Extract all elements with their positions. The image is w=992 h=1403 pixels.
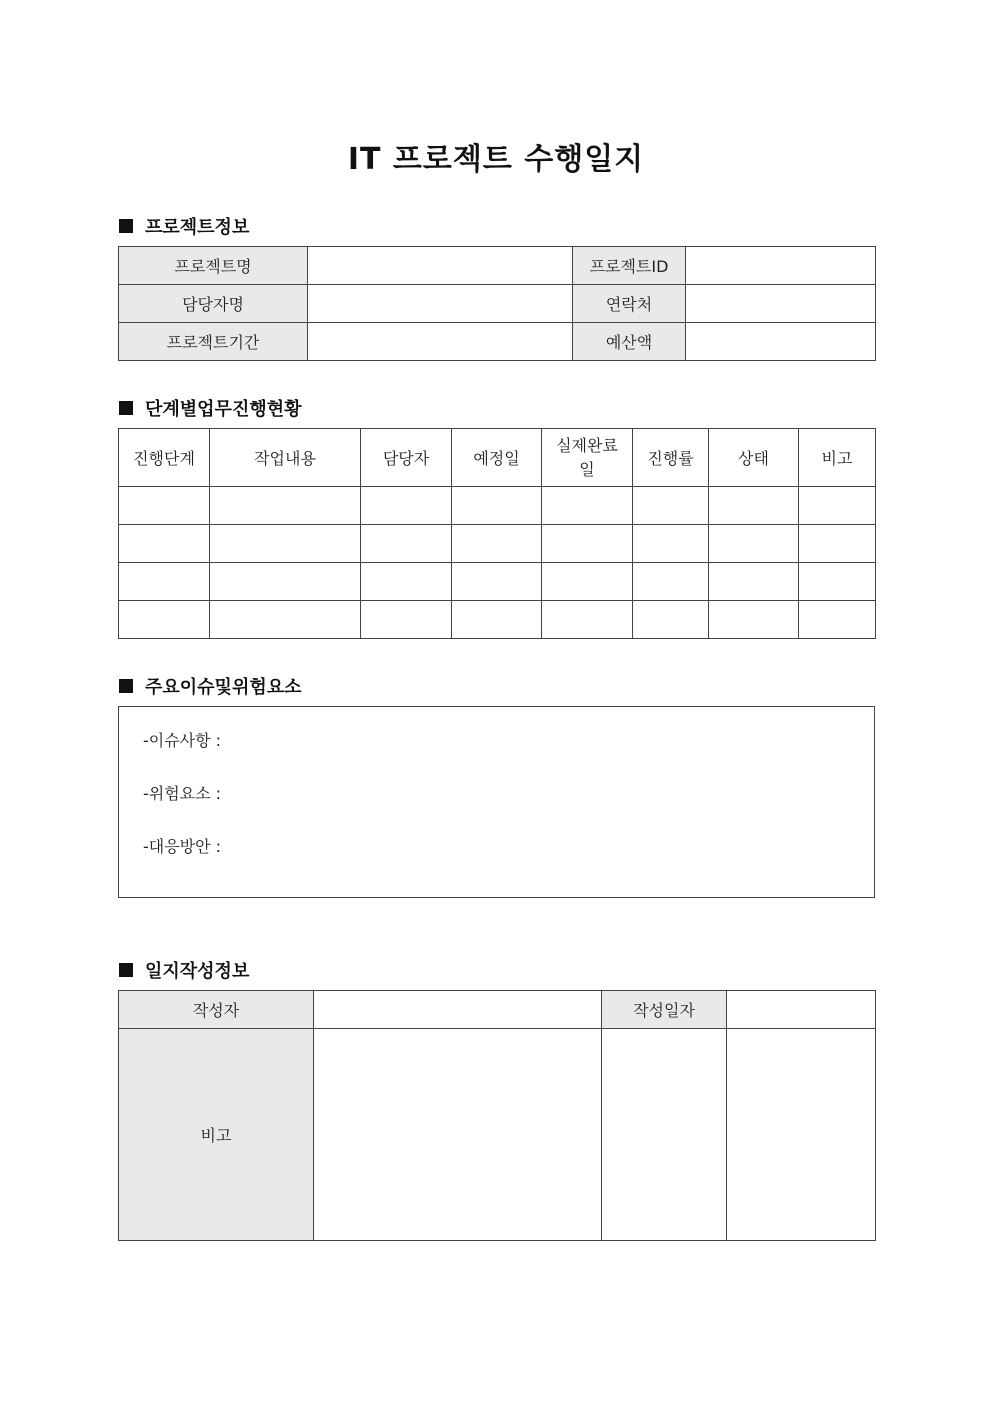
issue-line-risks: -위험요소 : (143, 784, 222, 803)
square-bullet-icon (119, 219, 133, 233)
table-cell[interactable] (542, 601, 633, 639)
column-header: 상태 (709, 429, 799, 487)
project-id-field[interactable] (686, 247, 876, 285)
table-cell[interactable] (210, 563, 361, 601)
table-cell[interactable] (119, 525, 210, 563)
section-heading-stage-status (119, 395, 302, 421)
manager-name-field[interactable] (308, 285, 573, 323)
table-row (119, 1029, 876, 1241)
remarks-label: 비고 (119, 1029, 314, 1241)
project-name-label: 프로젝트명 (119, 247, 308, 285)
table-cell[interactable] (709, 525, 799, 563)
table-cell[interactable] (210, 487, 361, 525)
table-cell[interactable] (452, 563, 542, 601)
project-info-table (118, 246, 876, 361)
table-cell[interactable] (542, 563, 633, 601)
table-cell[interactable] (633, 563, 709, 601)
table-cell[interactable] (542, 525, 633, 563)
project-period-field[interactable] (308, 323, 573, 361)
table-cell[interactable] (361, 601, 452, 639)
stage-status-table (118, 428, 876, 639)
table-cell[interactable] (361, 525, 452, 563)
column-header: 진행단계 (119, 429, 210, 487)
table-cell[interactable] (799, 487, 876, 525)
table-row (119, 525, 876, 563)
table-cell[interactable] (361, 563, 452, 601)
table-cell[interactable] (210, 525, 361, 563)
section-heading-project-info (119, 213, 249, 239)
table-row (119, 323, 876, 361)
section-heading-label: 주요이슈및위험요소 (145, 677, 302, 698)
table-cell[interactable] (361, 487, 452, 525)
section-heading-label: 단계별업무진행현황 (145, 399, 302, 420)
table-cell[interactable] (452, 487, 542, 525)
square-bullet-icon (119, 679, 133, 693)
remarks-field-2[interactable] (602, 1029, 727, 1241)
table-cell[interactable] (799, 563, 876, 601)
document-title: IT 프로젝트 수행일지 (347, 142, 645, 177)
table-cell[interactable] (799, 601, 876, 639)
project-id-label: 프로젝트ID (573, 247, 686, 285)
project-name-field[interactable] (308, 247, 573, 285)
issues-text-area[interactable] (118, 706, 875, 898)
column-header: 비고 (799, 429, 876, 487)
table-header-row (119, 429, 876, 487)
table-row (119, 285, 876, 323)
table-cell[interactable] (709, 563, 799, 601)
table-row (119, 563, 876, 601)
column-header: 담당자 (361, 429, 452, 487)
table-row (119, 601, 876, 639)
project-period-label: 프로젝트기간 (119, 323, 308, 361)
table-cell[interactable] (633, 525, 709, 563)
author-field[interactable] (314, 991, 602, 1029)
table-cell[interactable] (633, 601, 709, 639)
date-label: 작성일자 (602, 991, 727, 1029)
author-label: 작성자 (119, 991, 314, 1029)
contact-label: 연락처 (573, 285, 686, 323)
column-header: 진행률 (633, 429, 709, 487)
issue-line-response: -대응방안 : (143, 837, 222, 856)
remarks-field-3[interactable] (727, 1029, 876, 1241)
table-row (119, 487, 876, 525)
column-header: 실제완료일 (542, 429, 633, 487)
table-cell[interactable] (633, 487, 709, 525)
budget-label: 예산액 (573, 323, 686, 361)
table-row (119, 247, 876, 285)
table-cell[interactable] (709, 601, 799, 639)
column-header: 작업내용 (210, 429, 361, 487)
log-info-table (118, 990, 876, 1241)
budget-field[interactable] (686, 323, 876, 361)
issue-line-issues: -이슈사항 : (143, 731, 222, 750)
section-heading-log-info (119, 957, 249, 983)
remarks-field[interactable] (314, 1029, 602, 1241)
table-cell[interactable] (709, 487, 799, 525)
section-heading-issues (119, 673, 302, 699)
square-bullet-icon (119, 963, 133, 977)
table-cell[interactable] (542, 487, 633, 525)
table-cell[interactable] (119, 601, 210, 639)
table-cell[interactable] (452, 525, 542, 563)
table-cell[interactable] (799, 525, 876, 563)
section-heading-label: 프로젝트정보 (145, 217, 250, 238)
table-cell[interactable] (119, 563, 210, 601)
section-heading-label: 일지작성정보 (145, 961, 250, 982)
contact-field[interactable] (686, 285, 876, 323)
date-field[interactable] (727, 991, 876, 1029)
table-cell[interactable] (452, 601, 542, 639)
table-cell[interactable] (210, 601, 361, 639)
table-cell[interactable] (119, 487, 210, 525)
table-row (119, 991, 876, 1029)
column-header: 예정일 (452, 429, 542, 487)
square-bullet-icon (119, 401, 133, 415)
manager-name-label: 담당자명 (119, 285, 308, 323)
